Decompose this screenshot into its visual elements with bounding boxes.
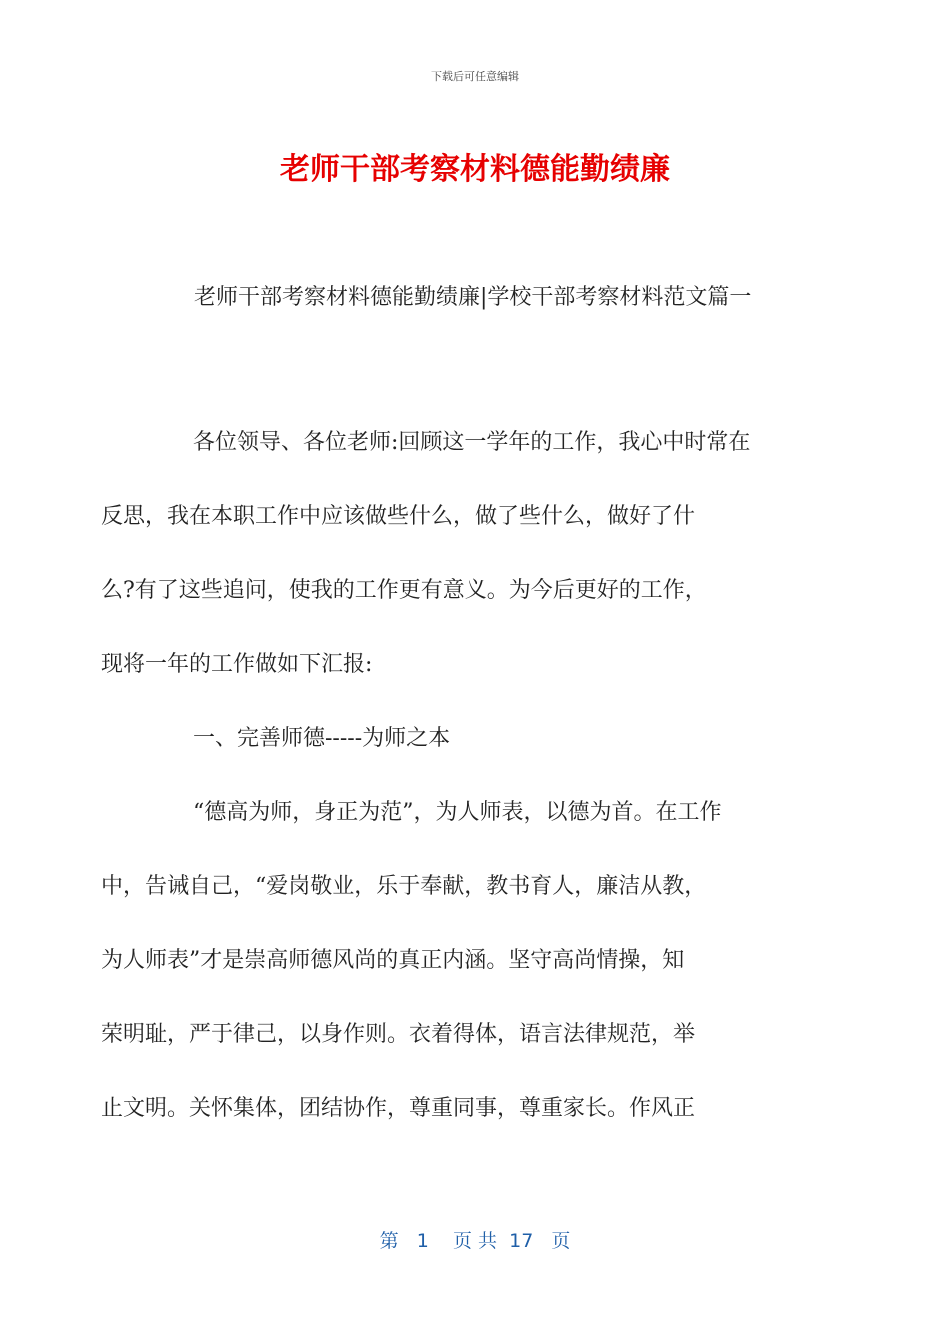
paragraph-ethics bbox=[101, 776, 807, 1146]
text-line: 为人师表”才是崇高师德风尚的真正内涵。坚守高尚情操，知 bbox=[101, 948, 685, 973]
text-line: 各位领导、各位老师:回顾这一学年的工作，我心中时常在 bbox=[193, 430, 751, 455]
footer-page-number: 1 bbox=[416, 1230, 429, 1252]
document-title: 老师干部考察材料德能勤绩廉 bbox=[280, 152, 670, 187]
footer-suffix: 页 bbox=[551, 1230, 571, 1252]
text-line: 止文明。关怀集体，团结协作，尊重同事，尊重家长。作风正 bbox=[101, 1096, 696, 1121]
body-text bbox=[101, 406, 807, 1146]
text-line: 中，告诫自己，“爱岗敬业，乐于奉献，教书育人，廉洁从教， bbox=[101, 874, 707, 899]
text-line: “德高为师，身正为范”，为人师表，以德为首。在工作 bbox=[193, 800, 722, 825]
footer-total-pages: 17 bbox=[509, 1230, 534, 1252]
footer-middle: 页 共 bbox=[452, 1230, 498, 1252]
section-heading: 一、完善师德-----为师之本 bbox=[193, 726, 451, 751]
footer-prefix: 第 bbox=[379, 1230, 399, 1252]
page-footer bbox=[0, 1226, 950, 1253]
document-subtitle: 老师干部考察材料德能勤绩廉|学校干部考察材料范文篇一 bbox=[194, 285, 752, 310]
text-line: 反思，我在本职工作中应该做些什么，做了些什么，做好了什 bbox=[101, 504, 696, 529]
text-line: 现将一年的工作做如下汇报: bbox=[101, 652, 373, 677]
text-line: 荣明耻，严于律己，以身作则。衣着得体，语言法律规范，举 bbox=[101, 1022, 696, 1047]
text-line: 么?有了这些追问，使我的工作更有意义。为今后更好的工作， bbox=[101, 578, 707, 603]
paragraph-section-heading bbox=[147, 702, 807, 776]
header-note: 下载后可任意编辑 bbox=[431, 70, 519, 83]
paragraph-intro bbox=[101, 406, 807, 702]
